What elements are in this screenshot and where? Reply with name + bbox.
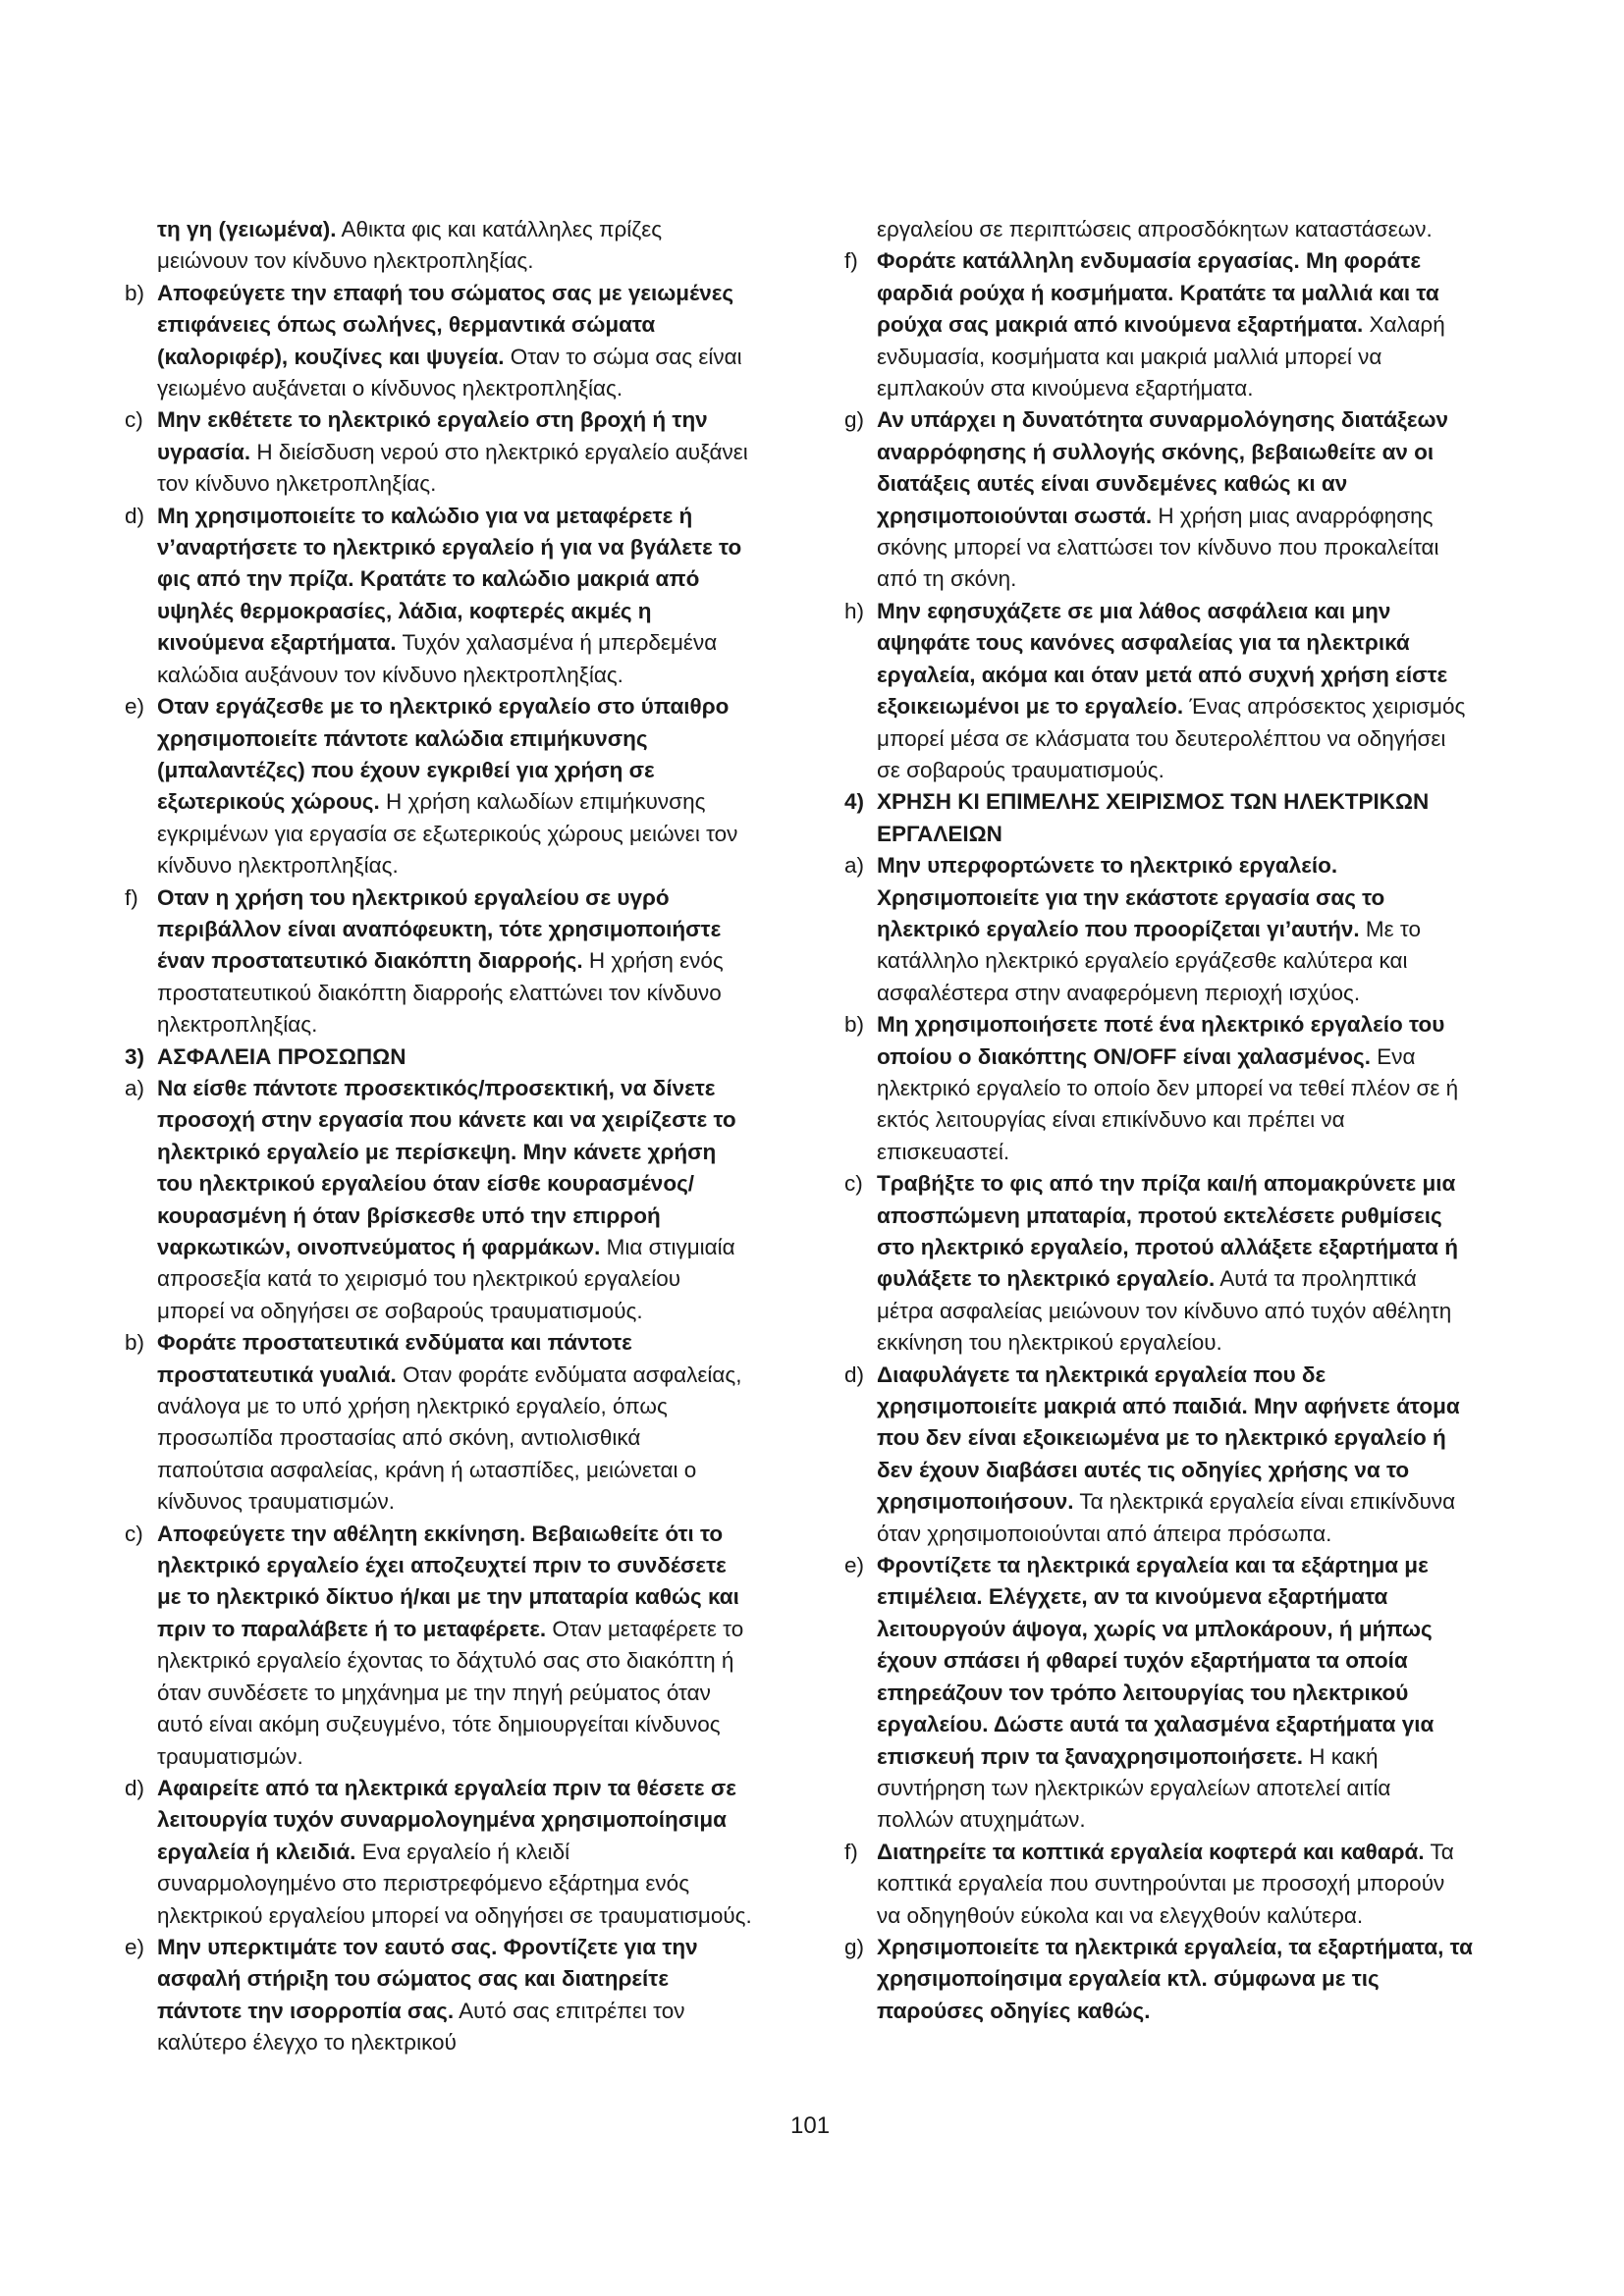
item-text: εργαλείου σε περιπτώσεις απροσδόκητων καταστάσεων. — [877, 217, 1433, 241]
item-text: Αθικτα φις και κατάλληλες πρίζες μειώνουν τον κίνδυνο ηλεκτροπληξίας. — [157, 217, 663, 274]
item-bold-text: Αποφεύγετε την αθέλητη εκκίνηση. Βεβαιωθείτε ότι το ηλεκτρικό εργαλείο έχει αποζευχτεί πριν το συνδέσετε με το ηλεκτρικό δίκτυο ή/και με την μπαταρία καθώς και πριν το παραλάβετε ή το μεταφέρετε. — [157, 1521, 739, 1641]
item-marker: d) — [844, 1362, 865, 1387]
item-text: Η χρήση καλωδίων επιμήκυνσης εγκριμένων για εργασία σε εξωτερικούς χώρους μειώνει τον κίνδυνο ηλεκτροπληξίας. — [157, 789, 738, 879]
section-title: ΧΡΗΣΗ ΚΙ ΕΠΙΜΕΛΗΣ ΧΕΙΡΙΣΜΟΣ ΤΩΝ ΗΛΕΚΤΡΙΚΩΝ ΕΡΓΑΛΕΙΩΝ — [877, 789, 1430, 846]
item-bold-text: Μην υπερφορτώνετε το ηλεκτρικό εργαλείο. Χρησιμοποιείτε για την εκάστοτε εργασία σας το ηλεκτρικό εργαλείο που προορίζεται γι’αυτήν. — [877, 853, 1385, 941]
item-marker: d) — [125, 503, 145, 528]
left-column — [125, 214, 753, 2059]
section-heading — [125, 1041, 753, 1073]
item-marker: f) — [844, 1839, 858, 1864]
list-item — [844, 1009, 1473, 1168]
item-bold-text: Να είσθε πάντοτε προσεκτικός/προσεκτική, να δίνετε προσοχή στην εργασία που κάνετε και να χειρίζεστε το ηλεκτρικό εργαλείο με περίσκεψη. Μην κάνετε χρήση του ηλεκτρικού εργαλείου όταν είσθε κουρασμένος/κουρασμένη ή όταν βρίσκεσθε υπό την επιρροή ναρκωτικών, οινοπνεύματος ή φαρμάκων. — [157, 1075, 736, 1259]
item-bold-text: Φοράτε κατάλληλη ενδυμασία εργασίας. Μη φοράτε φαρδιά ρούχα ή κοσμήματα. Κρατάτε τα μαλλιά και τα ρούχα σας μακριά από κινούμενα εξαρτήματα. — [877, 248, 1439, 338]
list-item — [844, 850, 1473, 1009]
item-bold-text: Φροντίζετε τα ηλεκτρικά εργαλεία και τα εξάρτημα με επιμέλεια. Ελέγχετε, αν τα κινούμενα εξαρτήματα λειτουργούν άψογα, χωρίς να μπλοκάρουν, ή μήπως έχουν σπάσει ή φθαρεί τυχόν εξαρτήματα τα οποία επηρεάζουν τον τρόπο λειτουργίας του ηλεκτρικού εργαλείου. Δώστε αυτά τα χαλασμένα εξαρτήματα για επισκευή πριν τα ξαναχρησιμοποιήσετε. — [877, 1553, 1435, 1769]
item-text: Οταν φοράτε ενδύματα ασφαλείας, ανάλογα με το υπό χρήση ηλεκτρικό εργαλείο, όπως προσωπίδα προστασίας από σκόνη, αντιολισθικά παπούτσια ασφαλείας, κράνη ή ωτασπίδες, μειώνεται ο κίνδυνος τραυματισμών. — [157, 1362, 742, 1515]
item-text: Μια στιγμιαία απροσεξία κατά το χειρισμό του ηλεκτρικού εργαλείου μπορεί να οδηγήσει σε σοβαρούς τραυματισμούς. — [157, 1235, 735, 1323]
item-bold-text: τη γη (γειωμένα). — [157, 217, 337, 241]
item-marker: b) — [125, 1330, 145, 1356]
item-text: Η χρήση μιας αναρρόφησης σκόνης μπορεί να ελαττώσει τον κίνδυνο που προκαλείται από τη σκόνη. — [877, 503, 1439, 592]
item-bold-text: Αφαιρείτε από τα ηλεκτρικά εργαλεία πριν τα θέσετε σε λειτουργία τυχόν συναρμολογημένα χρησιμοποίησιμα εργαλεία ή κλειδιά. — [157, 1775, 736, 1864]
item-text: Με το κατάλληλο ηλεκτρικό εργαλείο εργάζεσθε καλύτερα και ασφαλέστερα στην αναφερόμενη περιοχή ισχύος. — [877, 916, 1422, 1005]
item-marker: g) — [844, 1934, 865, 1959]
item-marker: a) — [125, 1075, 145, 1100]
item-marker: h) — [844, 598, 865, 623]
item-text: Αυτό σας επιτρέπει τον καλύτερο έλεγχο το ηλεκτρικού — [157, 1998, 685, 2056]
item-text: Η χρήση ενός προστατευτικού διακόπτη διαρροής ελαττώνει τον κίνδυνο ηλεκτροπληξίας. — [157, 948, 724, 1038]
item-bold-text: Τραβήξτε το φις από την πρίζα και/ή απομακρύνετε μια αποσπώμενη μπαταρία, προτού εκτελέσετε ρυθμίσεις στο ηλεκτρικό εργαλείο, προτού αλλάξετε εξαρτήματα ή φυλάξετε το ηλεκτρικό εργαλείο. — [877, 1171, 1458, 1292]
list-item — [844, 596, 1473, 786]
continued-text — [844, 214, 1473, 245]
list-item — [844, 1837, 1473, 1932]
right-column — [844, 214, 1473, 2027]
item-text: Τα κοπτικά εργαλεία που συντηρούνται με προσοχή μπορούν να οδηγηθούν εύκολα και να ελεγχθούν καλύτερα. — [877, 1839, 1454, 1928]
page-number: 101 — [790, 2112, 831, 2139]
item-bold-text: Μην εφησυχάζετε σε μια λάθος ασφάλεια και μην αψηφάτε τους κανόνες ασφαλείας για τα ηλεκτρικά εργαλεία, ακόμα και όταν μετά από συχνή χρήση είστε εξοικειωμένοι με το εργαλείο. — [877, 598, 1448, 720]
list-item — [125, 1327, 753, 1518]
item-bold-text: Μη χρησιμοποιήσετε ποτέ ένα ηλεκτρικό εργαλείο του οποίου ο διακόπτης ON/OFF είναι χαλασμένος. — [877, 1012, 1445, 1069]
section-number: 4) — [844, 789, 865, 815]
list-item — [125, 1073, 753, 1327]
item-bold-text: Διατηρείτε τα κοπτικά εργαλεία κοφτερά και καθαρά. — [877, 1839, 1425, 1864]
item-text: Οταν μεταφέρετε το ηλεκτρικό εργαλείο έχοντας το δάχτυλό σας στο διακόπτη ή όταν συνδέσετε το μηχάνημα με την πηγή ρεύματος όταν αυτό είναι ακόμη συζευγμένο, τότε δημιουργείται κίνδυνος τραυματισμών. — [157, 1616, 744, 1769]
item-marker: b) — [125, 280, 145, 305]
list-item — [125, 1932, 753, 2059]
item-marker: a) — [844, 853, 865, 879]
item-marker: f) — [844, 248, 858, 274]
list-item — [125, 404, 753, 500]
list-item — [844, 404, 1473, 595]
list-item — [844, 245, 1473, 404]
item-text: Ένας απρόσεκτος χειρισμός μπορεί μέσα σε κλάσματα του δευτερολέπτου να οδηγήσει σε σοβαρούς τραυματισμούς. — [877, 694, 1466, 782]
list-item — [844, 1168, 1473, 1359]
list-item — [125, 1773, 753, 1932]
section-number: 3) — [125, 1043, 145, 1069]
item-text: Τυχόν χαλασμένα ή μπερδεμένα καλώδια αυξάνουν τον κίνδυνο ηλεκτροπληξίας. — [157, 630, 718, 687]
item-marker: e) — [844, 1553, 865, 1578]
list-item — [844, 1550, 1473, 1837]
item-marker: b) — [844, 1012, 865, 1038]
item-bold-text: Μην υπερκτιμάτε τον εαυτό σας. Φροντίζετε για την ασφαλή στήριξη του σώματος σας και διατηρείτε πάντοτε την ισορροπία σας. — [157, 1934, 698, 2023]
item-bold-text: Αν υπάρχει η δυνατότητα συναρμολόγησης διατάξεων αναρρόφησης ή συλλογής σκόνης, βεβαιωθείτε αν οι διατάξεις αυτές είναι συνδεμένες καθώς κι αν χρησιμοποιούνται σωστά. — [877, 407, 1449, 528]
item-bold-text: Φοράτε προστατευτικά ενδύματα και πάντοτε προστατευτικά γυαλιά. — [157, 1330, 632, 1387]
item-text: Ενα εργαλείο ή κλειδί συναρμολογημένο στο περιστρεφόμενο εξάρτημα ενός ηλεκτρικού εργαλείου μπορεί να οδηγήσει σε τραυματισμούς. — [157, 1839, 752, 1928]
item-bold-text: Διαφυλάγετε τα ηλεκτρικά εργαλεία που δε χρησιμοποιείτε μακριά από παιδιά. Μην αφήνετε άτομα που δεν είναι εξοικειωμένα με το ηλεκτρικό εργαλείο ή δεν έχουν διαβάσει αυτές τις οδηγίες χρήσης να το χρησιμοποιήσουν. — [877, 1362, 1460, 1515]
item-marker: f) — [125, 884, 138, 910]
item-text: Αυτά τα προληπτικά μέτρα ασφαλείας μειώνουν τον κίνδυνο από τυχόν αθέλητη εκκίνηση του ηλεκτρικού εργαλείου. — [877, 1266, 1452, 1356]
item-text: Η κακή συντήρηση των ηλεκτρικών εργαλείων αποτελεί αιτία πολλών ατυχημάτων. — [877, 1743, 1391, 1833]
item-text: Οταν το σώμα σας είναι γειωμένο αυξάνεται ο κίνδυνος ηλεκτροπληξίας. — [157, 344, 742, 401]
item-marker: c) — [125, 1521, 143, 1546]
continued-text — [125, 214, 753, 278]
item-text: Η διείσδυση νερού στο ηλεκτρικό εργαλείο αυξάνει τον κίνδυνο ηλκετροπληξίας. — [157, 439, 748, 497]
item-bold-text: Οταν η χρήση του ηλεκτρικού εργαλείου σε υγρό περιβάλλον είναι αναπόφευκτη, τότε χρησιμοποιήστε έναν προστατευτικό διακόπτη διαρροής. — [157, 884, 722, 974]
item-marker: c) — [844, 1171, 863, 1197]
item-bold-text: Μην εκθέτετε το ηλεκτρικό εργαλείο στη βροχή ή την υγρασία. — [157, 407, 708, 464]
item-marker: g) — [844, 407, 865, 433]
list-item — [125, 1519, 753, 1773]
list-item — [844, 1932, 1473, 2027]
list-item — [844, 1360, 1473, 1550]
section-title: ΑΣΦΑΛΕΙΑ ΠΡΟΣΩΠΩΝ — [157, 1043, 406, 1069]
item-text: Ενα ηλεκτρικό εργαλείο το οποίο δεν μπορεί να τεθεί πλέον σε ή εκτός λειτουργίας είναι επικίνδυνο και πρέπει να επισκευαστεί. — [877, 1043, 1459, 1164]
list-item — [125, 278, 753, 405]
item-marker: c) — [125, 407, 143, 433]
item-marker: d) — [125, 1775, 145, 1800]
item-text: Τα ηλεκτρικά εργαλεία είναι επικίνδυνα όταν χρησιμοποιούνται από άπειρα πρόσωπα. — [877, 1489, 1456, 1546]
item-bold-text: Μη χρησιμοποιείτε το καλώδιο για να μεταφέρετε ή ν’αναρτήσετε το ηλεκτρικό εργαλείο ή για να βγάλετε το φις από την πρίζα. Κρατάτε το καλώδιο μακριά από υψηλές θερμοκρασίες, λάδια, κοφτερές ακμές η κινούμενα εξαρτήματα. — [157, 503, 742, 656]
item-bold-text: Χρησιμοποιείτε τα ηλεκτρικά εργαλεία, τα εξαρτήματα, τα χρησιμοποίησιμα εργαλεία κτλ. σύμφωνα με τις παρούσες οδηγίες καθώς. — [877, 1934, 1473, 2023]
item-bold-text: Οταν εργάζεσθε με το ηλεκτρικό εργαλείο στο ύπαιθρο χρησιμοποιείτε πάντοτε καλώδια επιμήκυνσης (μπαλαντέζες) που έχουν εγκριθεί για χρήση σε εξωτερικούς χώρους. — [157, 694, 730, 815]
list-item — [125, 691, 753, 881]
item-marker: e) — [125, 1934, 145, 1959]
list-item — [125, 882, 753, 1041]
item-bold-text: Αποφεύγετε την επαφή του σώματος σας με γειωμένες επιφάνειες όπως σωλήνες, θερμαντικά σώματα (καλοριφέρ), κουζίνες και ψυγεία. — [157, 280, 734, 369]
list-item — [125, 501, 753, 691]
item-marker: e) — [125, 694, 145, 720]
section-heading — [844, 786, 1473, 850]
item-text: Χαλαρή ενδυμασία, κοσμήματα και μακριά μαλλιά μπορεί να εμπλακούν στα κινούμενα εξαρτήματα. — [877, 312, 1445, 401]
